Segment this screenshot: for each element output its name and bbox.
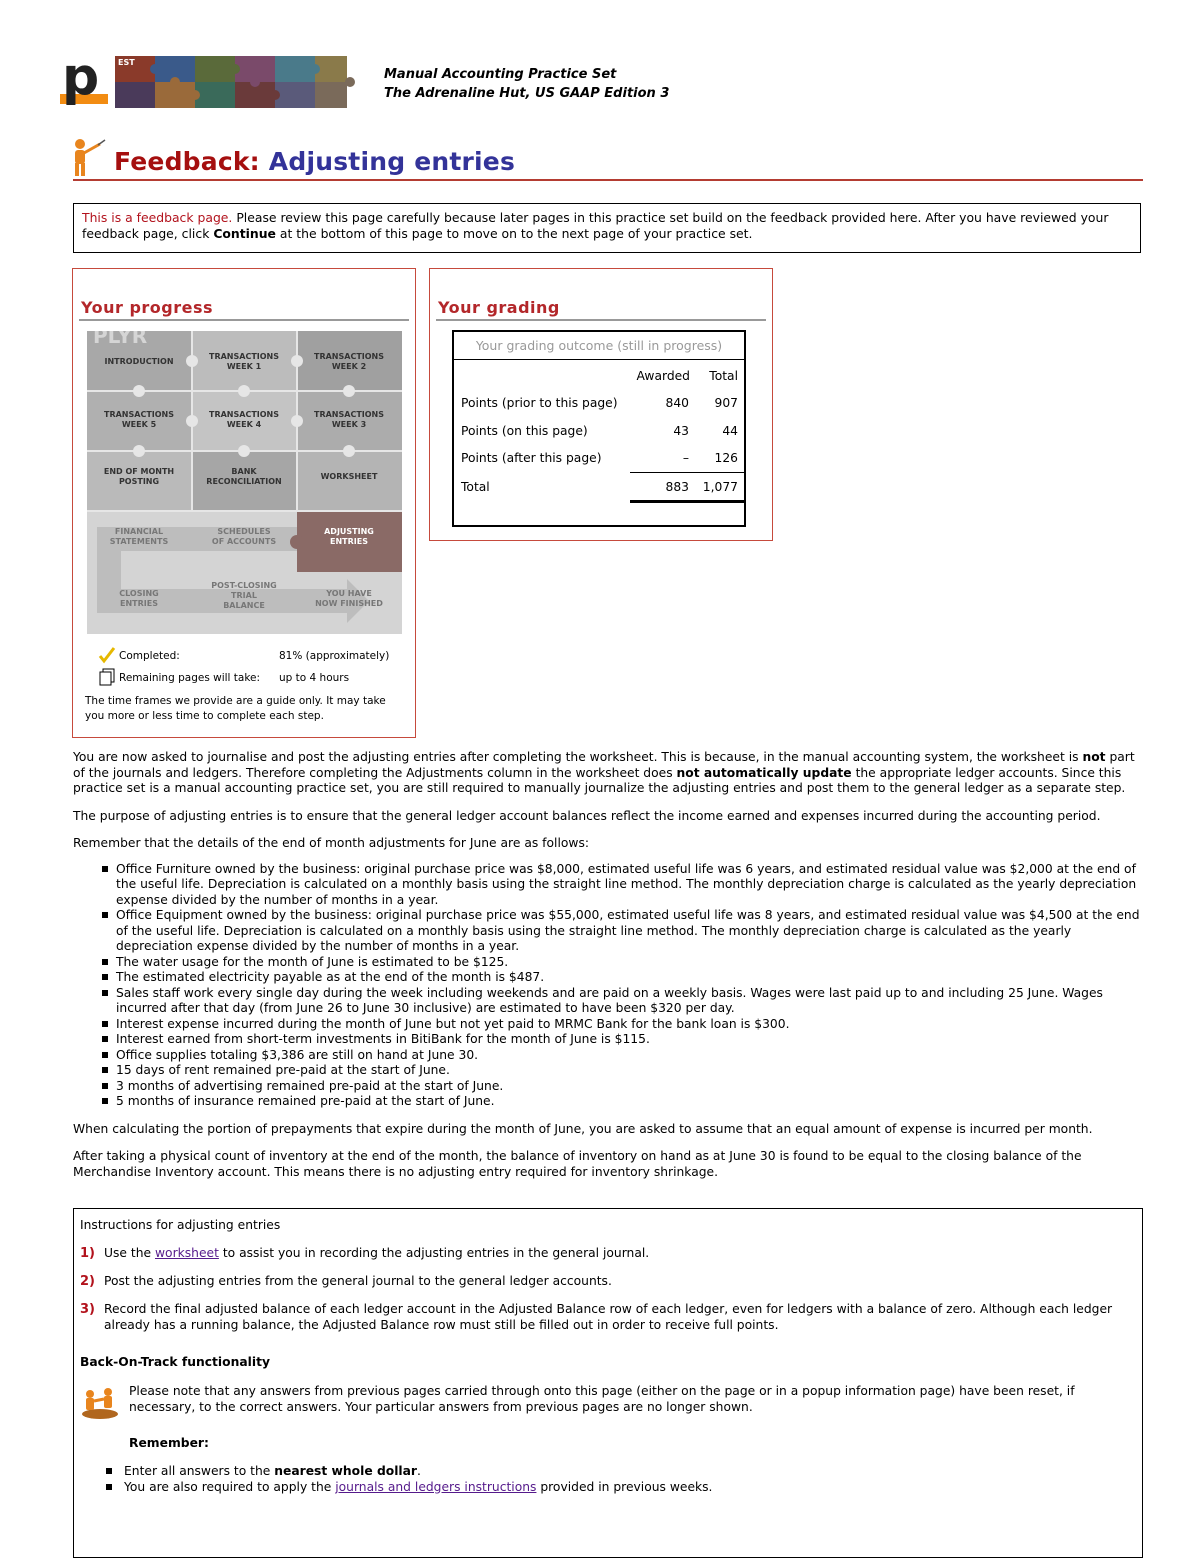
- journals-ledgers-instructions-link[interactable]: journals and ledgers instructions: [335, 1479, 537, 1494]
- total-total: 1,077: [702, 480, 738, 494]
- list-item: Interest expense incurred during the month of June but not yet paid to MRMC Bank for the bank loan is $300.: [116, 1017, 1143, 1033]
- checkmark-icon: [98, 646, 116, 664]
- completed-value: 81% (approximately): [279, 650, 390, 662]
- progress-panel: [72, 268, 416, 738]
- total-label: Total: [461, 480, 490, 494]
- pages-icon: [98, 668, 116, 686]
- puzzle-label-introduction: INTRODUCTION: [104, 357, 174, 366]
- row-awarded: –: [682, 451, 689, 465]
- puzzle-label-week4-a: TRANSACTIONS: [208, 410, 280, 419]
- text: the appropriate ledger accounts. Since this practice set is a manual accounting practice set, you are still required to manually journalize the adjusting entries and post them to the general ledger as a separate step.: [73, 765, 1126, 795]
- page-title: [114, 147, 515, 176]
- row-total: 44: [722, 424, 738, 438]
- col-total: Total: [709, 369, 738, 383]
- total-rule: [630, 500, 746, 503]
- puzzle-label-week5-a: TRANSACTIONS: [103, 410, 175, 419]
- list-item: Office Equipment owned by the business: original purchase price was $55,000, estimated useful life was 8 years, and estimated residual value was $4,500 at the end of the useful life. Depreciation is calculated on a monthly basis using the straight line method. The monthly depreciation charge is calculated as the yearly depreciation expense divided by the number of months in a year.: [116, 908, 1143, 955]
- progress-note: The time frames we provide are a guide only. It may take you more or less time to complete each step.: [85, 695, 386, 722]
- adjustments-description: [73, 750, 1143, 1192]
- puzzle-watermark: PLYR: [93, 331, 148, 348]
- intro-paragraph: [73, 750, 1143, 797]
- logo-puzzle-image: [115, 56, 355, 108]
- puzzle-label-worksheet: WORKSHEET: [320, 472, 378, 481]
- notice-continue-word: Continue: [213, 226, 276, 241]
- header-title-line1: Manual Accounting Practice Set: [384, 67, 617, 82]
- text: to assist you in recording the adjusting entries in the general journal.: [218, 1246, 650, 1260]
- total-awarded: 883: [665, 480, 689, 494]
- step-number: 3): [80, 1302, 95, 1317]
- grading-header-row: [454, 369, 744, 385]
- logo-letter: p: [62, 50, 100, 107]
- subtotal-rule: [630, 472, 746, 473]
- purpose-paragraph: The purpose of adjusting entries is to ensure that the general ledger account balances reflect the income earned and expenses incurred during the accounting period.: [73, 808, 1101, 823]
- list-item: The water usage for the month of June is estimated to be $125.: [116, 955, 1143, 971]
- title-divider: [73, 179, 1143, 181]
- col-awarded: Awarded: [636, 369, 690, 383]
- instructions-title: Instructions for adjusting entries: [80, 1218, 281, 1232]
- puzzle-label-sch-b: OF ACCOUNTS: [211, 537, 277, 546]
- step-number: 1): [80, 1246, 95, 1261]
- list-item: 5 months of insurance remained pre-paid at the start of June.: [116, 1094, 1143, 1110]
- row-total: 907: [714, 396, 738, 410]
- grading-table: [452, 330, 746, 527]
- step-number: 2): [80, 1274, 95, 1289]
- list-item: [124, 1464, 1114, 1480]
- progress-title: Your progress: [81, 298, 214, 317]
- puzzle-label-pc-b: TRIAL: [231, 591, 257, 600]
- puzzle-label-close-a: CLOSING: [119, 589, 159, 598]
- text: You are also required to apply the: [124, 1479, 336, 1494]
- list-item: Sales staff work every single day during the week including weekends and are paid on a weekly basis. Wages were last paid up to and including 25 June. Wages incurred after that day (from June 26 to June 30 inclusive) are estimated to have been $320 per day.: [116, 986, 1143, 1017]
- back-on-track-text: Please note that any answers from previous pages carried through onto this page (either on the page or in a popup information page) have been reset, if necessary, to the correct answers. Your particular answers from previous pages are no longer shown.: [129, 1384, 1075, 1414]
- completed-row: [84, 646, 404, 668]
- puzzle-label-close-b: ENTRIES: [120, 599, 158, 608]
- text: .: [416, 1464, 421, 1478]
- step-text: [104, 1246, 1114, 1262]
- puzzle-label-week3-a: TRANSACTIONS: [313, 410, 385, 419]
- remaining-row: [84, 668, 404, 690]
- feedback-notice: [73, 203, 1141, 253]
- grading-title-rule: [436, 319, 766, 321]
- remaining-label: Remaining pages will take:: [119, 672, 261, 684]
- remember-list: [124, 1464, 1114, 1495]
- puzzle-label-sch-a: SCHEDULES: [217, 527, 271, 536]
- grading-row-after: [454, 451, 744, 467]
- puzzle-label-fs-b: STATEMENTS: [109, 537, 169, 546]
- step-text: Post the adjusting entries from the general journal to the general ledger accounts.: [104, 1274, 612, 1288]
- details-intro-paragraph: Remember that the details of the end of month adjustments for June are as follows:: [73, 836, 589, 850]
- puzzle-label-bank-b: RECONCILIATION: [206, 477, 282, 486]
- puzzle-label-adj-a: ADJUSTING: [324, 527, 374, 536]
- remember-heading: Remember:: [129, 1436, 209, 1450]
- list-item: Office Furniture owned by the business: original purchase price was $8,000, estimated useful life was 6 years, and estimated residual value was $2,000 at the end of the useful life. Depreciation is calculated on a monthly basis using the straight line method. The monthly depreciation charge is calculated as the yearly depreciation expense divided by the number of months in a year.: [116, 862, 1143, 909]
- row-label: Points (after this page): [461, 451, 602, 465]
- puzzle-label-week1-b: WEEK 1: [226, 362, 262, 371]
- list-item: Interest earned from short-term investments in BitiBank for the month of June is $115.: [116, 1032, 1143, 1048]
- text-bold: not: [1082, 750, 1106, 764]
- adjustments-list: [73, 862, 1143, 1110]
- remaining-value: up to 4 hours: [279, 672, 350, 684]
- back-on-track-title: Back-On-Track functionality: [80, 1355, 270, 1369]
- puzzle-label-adj-b: ENTRIES: [330, 537, 368, 546]
- puzzle-label-week2-b: WEEK 2: [331, 362, 367, 371]
- row-total: 126: [714, 451, 738, 465]
- publisher-logo: [60, 50, 355, 112]
- row-label: Points (on this page): [461, 424, 588, 438]
- puzzle-label-pc-c: BALANCE: [223, 601, 265, 610]
- text-bold: not automatically update: [676, 765, 852, 780]
- notice-lead: This is a feedback page.: [82, 210, 233, 225]
- grading-row-total: [454, 480, 744, 496]
- list-item: The estimated electricity payable as at the end of the month is $487.: [116, 970, 1143, 986]
- list-item: 3 months of advertising remained pre-paid at the start of June.: [116, 1079, 1143, 1095]
- notice-text-1: Please review this page carefully because later pages in this practice set build on the feedback provided here. After you have reviewed your feedback page, click: [82, 210, 1109, 241]
- page-title-main: Adjusting entries: [268, 147, 516, 176]
- grading-row-prior: [454, 396, 744, 412]
- instructions-box: [73, 1208, 1143, 1558]
- text: Use the: [104, 1246, 155, 1260]
- text: provided in previous weeks.: [536, 1479, 713, 1494]
- notice-text-2: at the bottom of this page to move on to the next page of your practice set.: [275, 226, 753, 241]
- page-title-prefix: Feedback:: [114, 147, 260, 176]
- puzzle-label-week1-a: TRANSACTIONS: [208, 352, 280, 361]
- grading-panel: [429, 268, 773, 541]
- grading-row-this-page: [454, 424, 744, 440]
- puzzle-label-fin-b: NOW FINISHED: [315, 599, 383, 608]
- text-bold: nearest whole dollar: [274, 1464, 417, 1478]
- grading-outcome: Your grading outcome (still in progress): [454, 332, 744, 360]
- prepayments-paragraph: When calculating the portion of prepayments that expire during the month of June, you are asked to assume that an equal amount of expense is incurred per month.: [73, 1121, 1093, 1136]
- puzzle-label-fin-a: YOU HAVE: [326, 589, 372, 598]
- puzzle-label-week3-b: WEEK 3: [331, 420, 367, 429]
- progress-info: [84, 646, 404, 690]
- list-item: Office supplies totaling $3,386 are still on hand at June 30.: [116, 1048, 1143, 1064]
- puzzle-label-week4-b: WEEK 4: [226, 420, 262, 429]
- presenter-figure-icon: [70, 138, 106, 178]
- completed-label: Completed:: [119, 650, 180, 662]
- puzzle-label-bank-a: BANK: [231, 467, 257, 476]
- row-awarded: 840: [665, 396, 689, 410]
- header-title-line2: The Adrenaline Hut, US GAAP Edition 3: [384, 86, 670, 101]
- puzzle-label-eom-b: POSTING: [118, 477, 160, 486]
- people-meeting-icon: [80, 1386, 120, 1422]
- puzzle-label-week5-b: WEEK 5: [121, 420, 157, 429]
- worksheet-link[interactable]: worksheet: [154, 1246, 219, 1260]
- step-text: Record the final adjusted balance of each ledger account in the Adjusted Balance row of each ledger, even for ledgers with a balance of zero. Although each ledger already has a running balance, the Adjusted Balance row must still be filled out in order to receive full points.: [104, 1302, 1113, 1332]
- inventory-paragraph: After taking a physical count of inventory at the end of the month, the balance of inventory on hand as at June 30 is found to be equal to the closing balance of the Merchandise Inventory account. This means there is no adjusting entry required for inventory shrinkage.: [73, 1149, 1082, 1179]
- puzzle-label-eom-a: END OF MONTH: [103, 467, 175, 476]
- grading-title: Your grading: [438, 298, 560, 317]
- puzzle-label-pc-a: POST-CLOSING: [211, 581, 277, 590]
- list-item: 15 days of rent remained pre-paid at the start of June.: [116, 1063, 1143, 1079]
- row-label: Points (prior to this page): [461, 396, 618, 410]
- text: You are now asked to journalise and post the adjusting entries after completing the worksheet. This is because, in the manual accounting system, the worksheet is: [73, 750, 1083, 764]
- text: part of the journals and ledgers. Therefore completing the Adjustments column in the worksheet does: [73, 750, 1135, 780]
- progress-title-rule: [79, 319, 409, 321]
- text: Enter all answers to the: [124, 1464, 275, 1478]
- progress-puzzle-map: [87, 331, 402, 634]
- logo-tag: EST: [118, 58, 135, 67]
- row-awarded: 43: [673, 424, 689, 438]
- puzzle-label-week2-a: TRANSACTIONS: [313, 352, 385, 361]
- puzzle-label-fs-a: FINANCIAL: [114, 527, 164, 536]
- list-item: [124, 1480, 1114, 1496]
